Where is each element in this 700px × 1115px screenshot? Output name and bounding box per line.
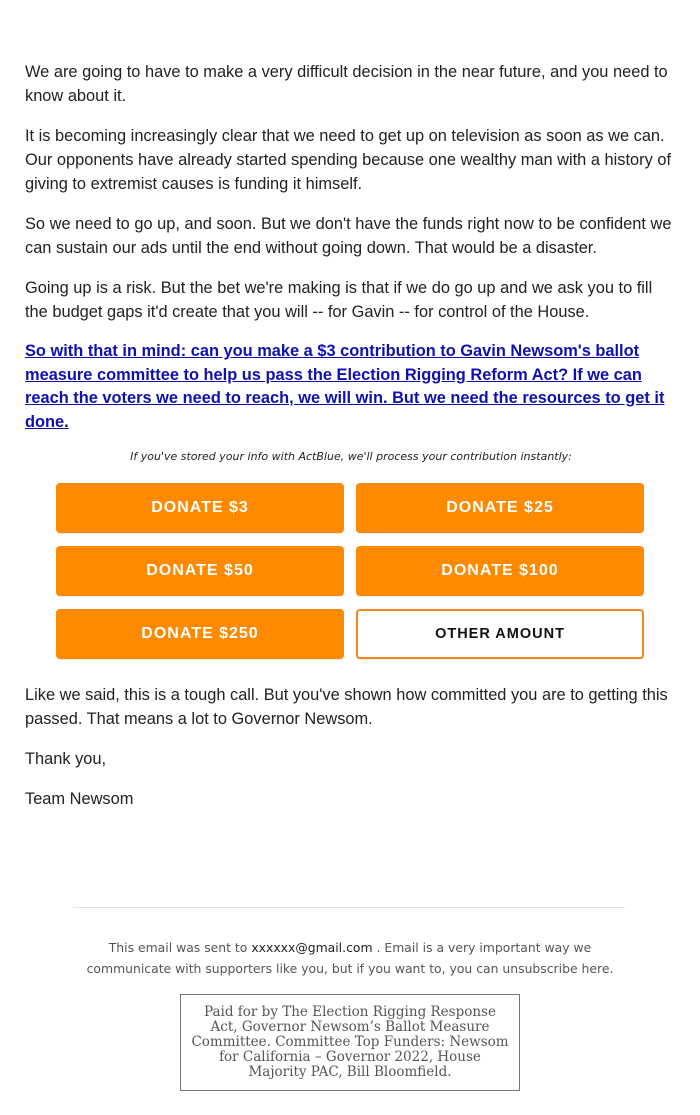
donate-250-button[interactable]: DONATE $250 bbox=[56, 609, 344, 659]
body-paragraph-2: It is becoming increasingly clear that we need to get up on television as soon as we can. Our opponents have already started spending because one wealthy man with a history of giving to extremist causes is funding it himself. bbox=[25, 127, 672, 193]
donate-button-grid bbox=[56, 483, 644, 659]
donate-25-button[interactable]: DONATE $25 bbox=[356, 483, 644, 533]
sign-off: Thank you, bbox=[25, 750, 107, 768]
other-amount-button[interactable]: OTHER AMOUNT bbox=[356, 609, 644, 659]
body-paragraph-1: We are going to have to make a very difficult decision in the near future, and you need to know about it. bbox=[25, 63, 668, 105]
signature: Team Newsom bbox=[25, 790, 134, 808]
contribution-cta-link[interactable]: So with that in mind: can you make a $3 contribution to Gavin Newsom's ballot measure committee to help us pass the Election Rigging Reform Act? If we can reach the voters we need to reach, we will win. But we need the resources to get it done. bbox=[25, 342, 665, 431]
closing-paragraph: Like we said, this is a tough call. But you've shown how committed you are to getting this passed. That means a lot to Governor Newsom. bbox=[25, 686, 668, 728]
footer-notice bbox=[70, 937, 630, 979]
body-paragraph-4: Going up is a risk. But the bet we're making is that if we do go up and we ask you to fill the budget gaps it'd create that you will -- for Gavin -- for control of the House. bbox=[25, 279, 653, 321]
footer-sent-prefix: This email was sent to bbox=[108, 940, 248, 955]
footer-divider bbox=[73, 907, 625, 908]
actblue-note: If you've stored your info with ActBlue, we'll process your contribution instantly: bbox=[130, 450, 572, 463]
body-paragraph-3: So we need to go up, and soon. But we don't have the funds right now to be confident we can sustain our ads until the end without going down. That would be a disaster. bbox=[25, 215, 672, 257]
email-body bbox=[25, 60, 677, 827]
closing-section bbox=[25, 683, 677, 811]
donate-50-button[interactable]: DONATE $50 bbox=[56, 546, 344, 596]
donate-100-button[interactable]: DONATE $100 bbox=[356, 546, 644, 596]
donate-3-button[interactable]: DONATE $3 bbox=[56, 483, 344, 533]
paid-for-disclaimer: Paid for by The Election Rigging Response Act, Governor Newsom’s Ballot Measure Committee. Committee Top Funders: Newsom for California – Governor 2022, House Majority PAC, Bill Bloomfield. bbox=[180, 994, 520, 1091]
recipient-email: xxxxxx@gmail.com bbox=[251, 940, 373, 955]
footer-sent-suffix[interactable]: . Email is a very important way we communicate with supporters like you, but if you want to, you can unsubscribe here. bbox=[86, 940, 614, 976]
